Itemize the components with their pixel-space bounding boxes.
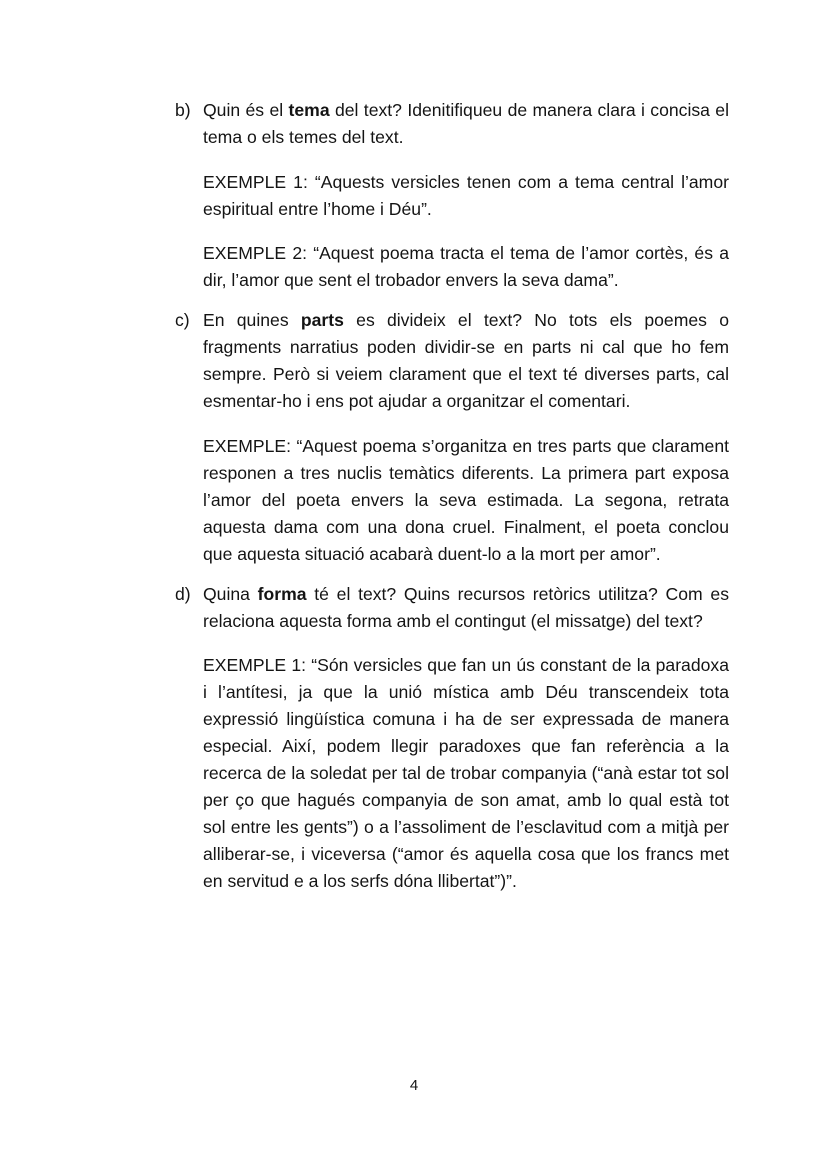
text-run: Quina bbox=[203, 583, 258, 604]
list-item-text bbox=[203, 97, 729, 151]
list-item bbox=[175, 581, 729, 635]
text-run: es divideix el text? No tots els poemes o fragments narratius poden dividir-se en parts ni cal que ho fem sempre. Però si veiem clarament que el text té diverses parts, cal esmentar-ho i ens pot ajudar a organitzar el comentari. bbox=[203, 310, 729, 412]
text-run: del text? Idenitifiqueu de manera clara i concisa el tema o els temes del text. bbox=[203, 100, 729, 147]
example-paragraph: EXEMPLE: “Aquest poema s’organitza en tres parts que clarament responen a tres nuclis temàtics diferents. La primera part exposa l’amor del poeta envers la seva estimada. La segona, retrata aquesta dama com una dona cruel. Finalment, el poeta conclou que aquesta situació acabarà duent-lo a la mort per amor”. bbox=[203, 435, 729, 564]
list-item-marker: c) bbox=[175, 310, 190, 331]
list-item-text bbox=[203, 581, 729, 635]
list-item-text bbox=[203, 307, 729, 415]
list-item-marker: b) bbox=[175, 100, 191, 120]
text-run: té el text? Quins recursos retòrics utilitza? Com es relaciona aquesta forma amb el contingut (el missatge) del text? bbox=[203, 583, 729, 631]
example-paragraph: EXEMPLE 2: “Aquest poema tracta el tema de l’amor cortès, és a dir, l’amor que sent el trobador envers la seva dama”. bbox=[203, 243, 729, 291]
list-item-marker: d) bbox=[175, 583, 191, 604]
page-number: 4 bbox=[409, 1077, 419, 1094]
example-paragraph: EXEMPLE 1: “Són versicles que fan un ús constant de la paradoxa i l’antítesi, ja que la unió mística amb Déu transcendeix tota expressió lingüística comuna i ha de ser expressada de manera especial. Així, podem llegir paradoxes que fan referència a la recerca de la soledat per tal de trobar companyia (“anà estar tot sol per ço que hagués companyia de son amat, amb lo qual està tot sol entre les gents”) o a l’assoliment de l’esclavitud com a mitjà per alliberar-se, i viceversa (“amor és aquella cosa que los francs met en servitud e a los serfs dóna llibertat”)”. bbox=[203, 655, 729, 892]
text-run: En quines bbox=[203, 310, 301, 331]
text-run: Quin és el bbox=[203, 100, 289, 120]
list-item bbox=[175, 307, 729, 415]
emphasis-term: tema bbox=[288, 100, 330, 120]
list-item bbox=[175, 97, 729, 151]
example-paragraph: EXEMPLE 1: “Aquests versicles tenen com a tema central l’amor espiritual entre l’home i Déu”. bbox=[203, 171, 729, 219]
document-body bbox=[175, 97, 729, 908]
emphasis-term: forma bbox=[257, 583, 307, 604]
emphasis-term: parts bbox=[300, 310, 344, 331]
